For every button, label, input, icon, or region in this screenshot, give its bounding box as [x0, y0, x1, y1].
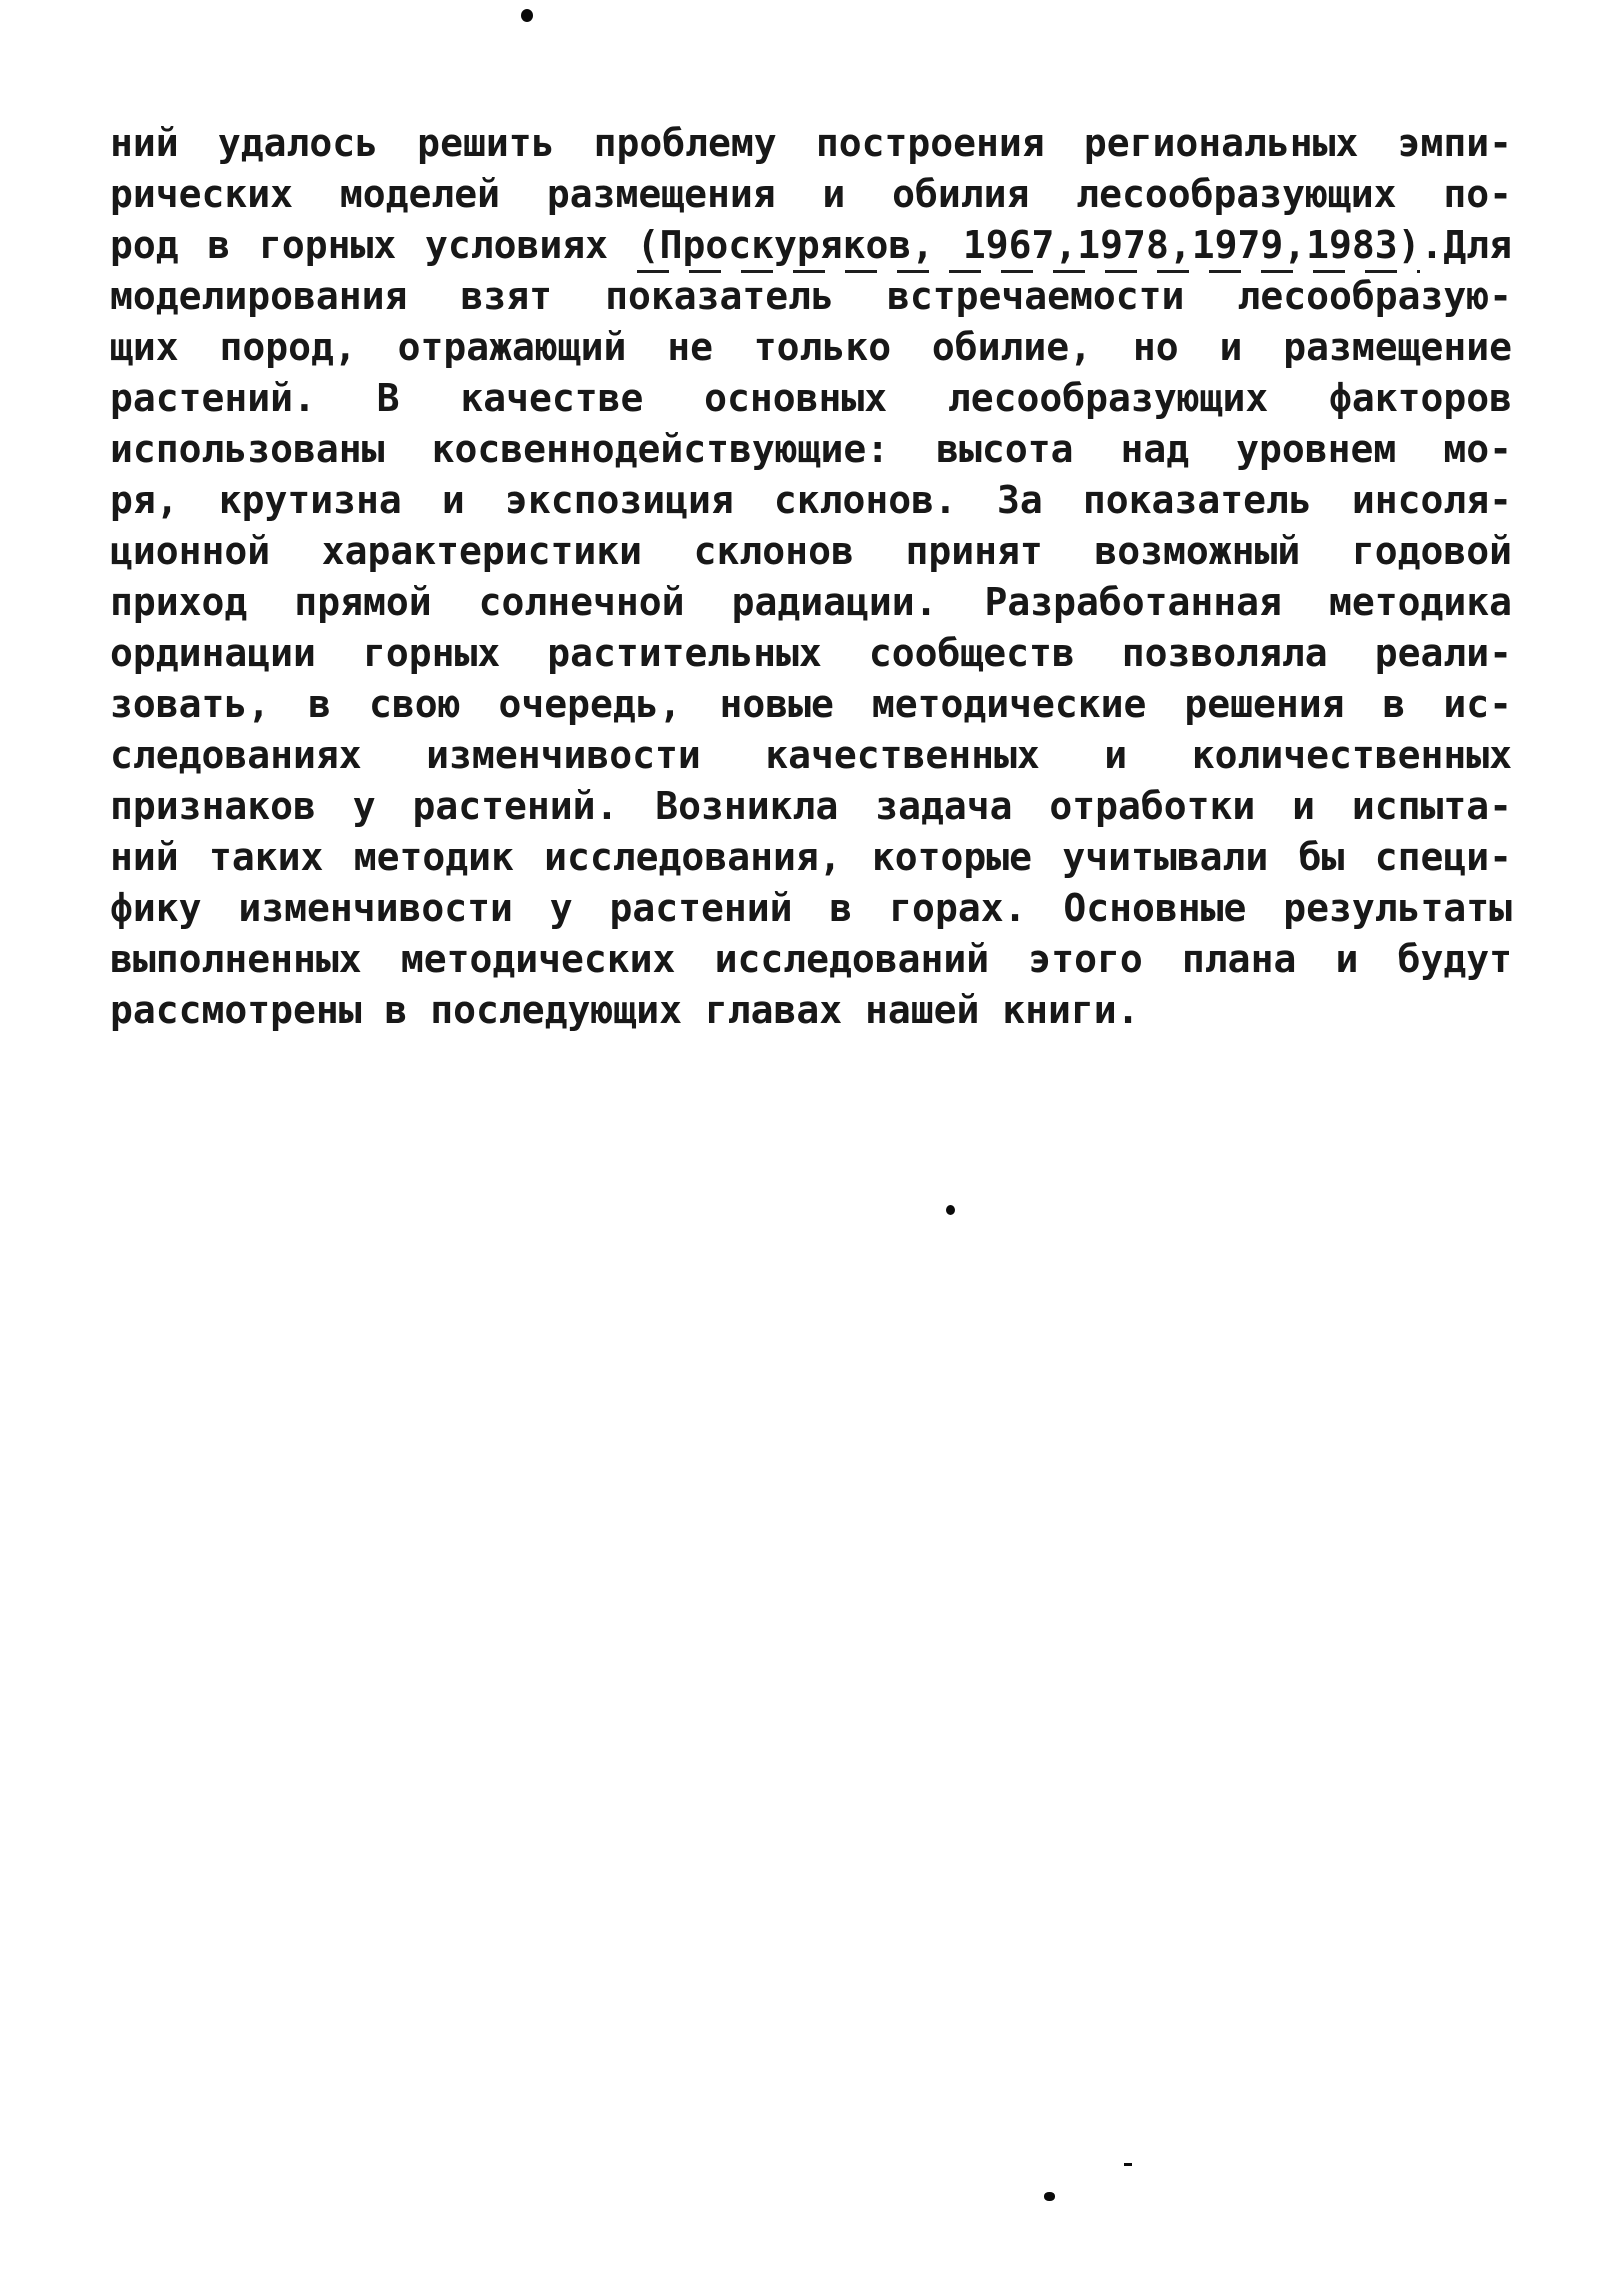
- text-segment: .Для: [1420, 223, 1512, 267]
- text-line: ординации горных растительных сообществ позволяла реали-: [110, 631, 1512, 675]
- text-line-with-citation: [110, 220, 1512, 271]
- text-line: ционной характеристики склонов принят возможный годовой: [110, 529, 1512, 573]
- ink-speck-middle: [946, 1205, 955, 1215]
- body-text-paragraph: [110, 118, 1512, 1036]
- text-line: ний таких методик исследования, которые учитывали бы специ-: [110, 835, 1512, 879]
- text-line: выполненных методических исследований этого плана и будут: [110, 937, 1512, 981]
- text-line: растений. В качестве основных лесообразующих факторов: [110, 376, 1512, 420]
- text-line: ря, крутизна и экспозиция склонов. За показатель инсоля-: [110, 478, 1512, 522]
- text-line: моделирования взят показатель встречаемости лесообразую-: [110, 274, 1512, 318]
- text-line: рических моделей размещения и обилия лесообразующих по-: [110, 172, 1512, 216]
- text-line: зовать, в свою очередь, новые методические решения в ис-: [110, 682, 1512, 726]
- text-line: следованиях изменчивости качественных и количественных: [110, 733, 1512, 777]
- text-line: приход прямой солнечной радиации. Разработанная методика: [110, 580, 1512, 624]
- text-line: использованы косвеннодействующие: высота над уровнем мо-: [110, 427, 1512, 471]
- ink-speck-top: [521, 9, 533, 22]
- text-line: ний удалось решить проблему построения региональных эмпи-: [110, 121, 1512, 165]
- ink-speck-dash: [1124, 2163, 1132, 2166]
- text-segment: род в горных условиях: [110, 223, 637, 267]
- ink-speck-bottom: [1044, 2192, 1055, 2201]
- text-line: щих пород, отражающий не только обилие, но и размещение: [110, 325, 1512, 369]
- text-line: рассмотрены в последующих главах нашей книги.: [110, 988, 1140, 1032]
- text-line: фику изменчивости у растений в горах. Основные результаты: [110, 886, 1512, 930]
- citation-underlined: (Проскуряков, 1967,1978,1979,1983): [637, 223, 1421, 273]
- text-line: признаков у растений. Возникла задача отработки и испыта-: [110, 784, 1512, 828]
